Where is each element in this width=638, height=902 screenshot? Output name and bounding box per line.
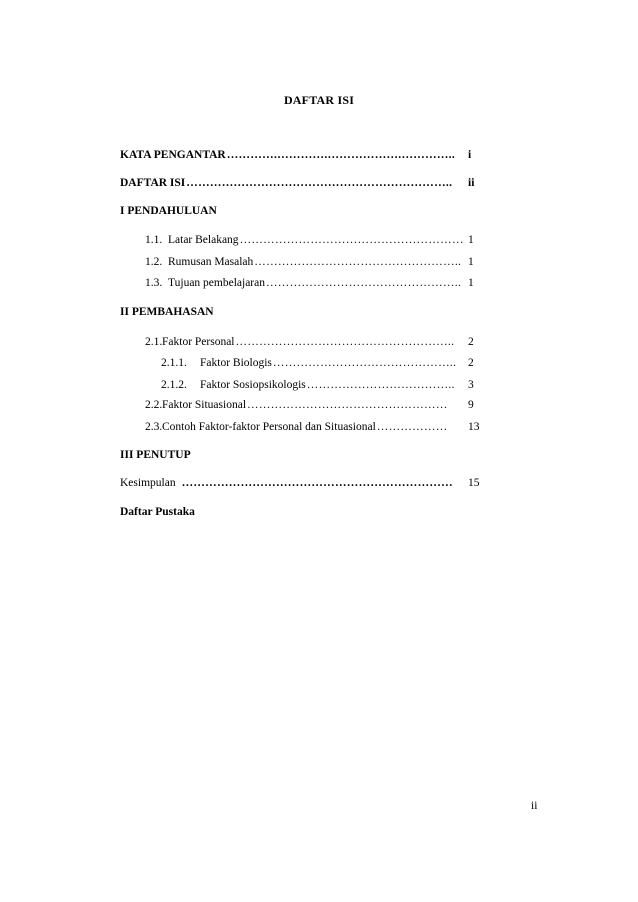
toc-section-number: 2.1.1. xyxy=(161,357,187,369)
toc-page-number: 9 xyxy=(468,399,474,411)
toc-page-number: i xyxy=(468,149,472,161)
toc-page-number: 2 xyxy=(468,336,474,348)
toc-leader-dots: ……………………………………….. xyxy=(272,357,457,369)
toc-leader-dots: ……………… xyxy=(376,421,448,433)
toc-entry-label: 2.1.2. Faktor Sosiopsikologis xyxy=(161,379,306,391)
toc-entry-tujuan-pembelajaran[interactable] xyxy=(145,277,530,293)
toc-entry-label: 1.1. Latar Belakang xyxy=(145,234,239,246)
toc-entry-faktor-personal[interactable] xyxy=(145,336,530,352)
toc-entry-label: 1.3. Tujuan pembelajaran xyxy=(145,277,265,289)
toc-entry-label: 2.1.Faktor Personal xyxy=(145,336,235,348)
toc-entry-daftar-pustaka[interactable]: Daftar Pustaka xyxy=(120,506,195,518)
toc-page-number: ii xyxy=(468,177,475,189)
toc-page-number: 2 xyxy=(468,357,474,369)
toc-page-number: 13 xyxy=(468,421,480,433)
toc-leader-dots: ………………………………………………… xyxy=(239,234,464,246)
toc-leader-dots: …………………………………………………………… xyxy=(181,477,453,489)
toc-page-number: 1 xyxy=(468,277,474,289)
page-number-footer: ii xyxy=(531,800,538,812)
toc-leader-dots: ……………………………….. xyxy=(306,379,455,391)
toc-entry-faktor-sosiopsikologis[interactable] xyxy=(161,379,530,395)
toc-leader-dots: ……………………………………………….. xyxy=(235,336,455,348)
toc-entry-label: 2.3.Contoh Faktor-faktor Personal dan Situasional xyxy=(145,421,376,433)
toc-entry-label: 2.2.Faktor Situasional xyxy=(145,399,247,411)
toc-section-number: 2.1. xyxy=(145,336,163,348)
toc-leader-dots: …………………………………………… xyxy=(247,399,448,411)
toc-page-number: 3 xyxy=(468,379,474,391)
toc-chapter-heading[interactable]: I PENDAHULUAN xyxy=(120,205,217,217)
toc-section-number: 2.1.2. xyxy=(161,379,187,391)
toc-chapter-heading[interactable]: II PEMBAHASAN xyxy=(120,306,214,318)
toc-entry-label: 1.2. Rumusan Masalah xyxy=(145,256,254,268)
toc-leader-dots: …………………………………………….. xyxy=(254,256,462,268)
toc-entry-label: Kesimpulan xyxy=(120,477,176,489)
toc-entry-daftar-isi[interactable] xyxy=(120,177,530,193)
toc-entry-kata-pengantar[interactable] xyxy=(120,149,530,165)
toc-chapter-heading[interactable]: III PENUTUP xyxy=(120,449,191,461)
toc-entry-label: DAFTAR ISI xyxy=(120,177,186,189)
page-title: DAFTAR ISI xyxy=(283,93,355,107)
toc-section-number: 2.3. xyxy=(145,421,163,433)
toc-page-number: 1 xyxy=(468,256,474,268)
toc-leader-dots: ………………………………………….. xyxy=(265,277,462,289)
toc-page-number: 15 xyxy=(468,477,480,489)
toc-section-number: 2.2. xyxy=(145,399,163,411)
toc-entry-label: KATA PENGANTAR xyxy=(120,149,226,161)
toc-entry-kesimpulan[interactable] xyxy=(120,477,530,493)
toc-entry-faktor-biologis[interactable] xyxy=(161,357,530,373)
toc-leader-dots: ………….………….……………….………….. xyxy=(226,149,456,161)
toc-section-number: 1.1. xyxy=(145,234,163,246)
toc-entry-faktor-situasional[interactable] xyxy=(145,399,530,415)
toc-entry-latar-belakang[interactable] xyxy=(145,234,530,250)
toc-section-number: 1.3. xyxy=(145,277,163,289)
toc-entry-contoh-faktor[interactable] xyxy=(145,421,530,437)
toc-entry-rumusan-masalah[interactable] xyxy=(145,256,530,272)
toc-entry-label: 2.1.1. Faktor Biologis xyxy=(161,357,272,369)
toc-leader-dots: ………………………………………………………….. xyxy=(186,177,453,189)
toc-section-number: 1.2. xyxy=(145,256,163,268)
toc-page-number: 1 xyxy=(468,234,474,246)
